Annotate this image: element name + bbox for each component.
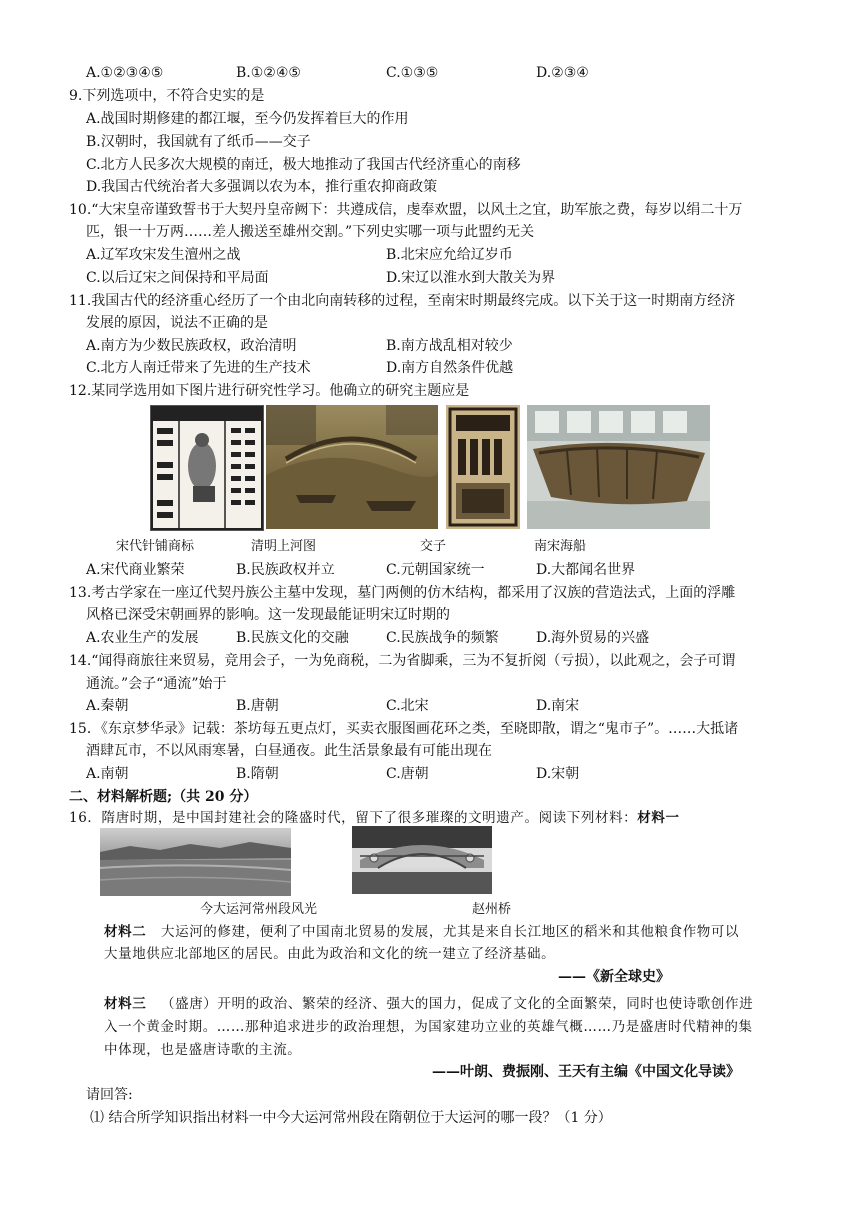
q10-option-a: A.辽军攻宋发生澶州之战 [86, 247, 241, 263]
q12-option-d: D.大都闻名世界 [536, 562, 636, 578]
q11-option-b: B.南方战乱相对较少 [386, 338, 513, 354]
q15-stem-line1: 15．《东京梦华录》记载：茶坊每五更点灯，买卖衣服图画花环之类，至晓即散，谓之“鬼市子”。……大抵诸 [69, 721, 739, 737]
q9-option-a: A.战国时期修建的都江堰，至今仍发挥着巨大的作用 [86, 111, 409, 127]
grand-canal-image [100, 828, 291, 896]
q10-option-b: B.北宋应允给辽岁币 [386, 247, 513, 263]
q13-stem-line2: 风格已深受宋朝画界的影响。这一发现最能证明宋辽时期的 [86, 607, 450, 623]
q15-option-b: B.隋朝 [236, 766, 279, 782]
material-3-label: 材料三 [104, 996, 147, 1012]
q14-stem-line2: 通流。”会子“通流”始于 [86, 676, 227, 692]
q13-option-d: D.海外贸易的兴盛 [536, 630, 650, 646]
q12-caption-3: 交子 [420, 539, 447, 554]
q16-stem-text: 16．隋唐时期，是中国封建社会的隆盛时代，留下了很多璀璨的文明遗产。阅读下列材料： [69, 810, 638, 826]
q11-option-d: D.南方自然条件优越 [386, 360, 514, 376]
q10-option-c: C.以后辽宋之间保持和平局面 [86, 270, 269, 286]
qingming-scroll-image [266, 405, 438, 529]
q13-stem-line1: 13.考古学家在一座辽代契丹族公主墓中发现，墓门两侧的仿木结构，都采用了汉族的营造法式，上面的浮雕 [69, 585, 736, 601]
q15-option-c: C.唐朝 [386, 766, 429, 782]
q15-option-d: D.宋朝 [536, 766, 580, 782]
material-3-source: ——叶朗、费振刚、王天有主编《中国文化导读》 [432, 1064, 740, 1080]
q16-stem [69, 808, 680, 828]
material-1-label: 材料一 [637, 810, 680, 826]
material-3-line1 [104, 994, 753, 1014]
material-3-line2: 入一个黄金时期。……那种追求进步的政治理想，为国家建功立业的英雄气概……乃是盛唐时代精神的集 [104, 1019, 753, 1035]
material-3-text-1: （盛唐）开明的政治、繁荣的经济、强大的国力，促成了文化的全面繁荣，同时也使诗歌创作进 [161, 996, 754, 1012]
q13-option-c: C.民族战争的频繁 [386, 630, 499, 646]
material-2-line1 [104, 922, 739, 942]
q16-sub-question-1: ⑴ 结合所学知识指出材料一中今大运河常州段在隋朝位于大运河的哪一段？（1 分） [90, 1110, 612, 1126]
section-2-title: 二、材料解析题;（共 20 分） [69, 789, 258, 805]
q10-option-d: D.宋辽以淮水到大散关为界 [386, 270, 556, 286]
material-2-source: ——《新全球史》 [558, 969, 670, 985]
jiaozi-note-image [446, 405, 520, 529]
q9-option-b: B.汉朝时，我国就有了纸币——交子 [86, 134, 311, 150]
material-2-line2: 大量地供应北部地区的居民。由此为政治和文化的统一建立了经济基础。 [104, 946, 556, 962]
q11-option-c: C.北方人南迁带来了先进的生产技术 [86, 360, 311, 376]
q9-stem: 9.下列选项中，不符合史实的是 [69, 88, 265, 104]
q8-option-c: C.①③⑤ [386, 65, 439, 81]
q12-caption-1: 宋代针铺商标 [116, 539, 195, 554]
q10-stem-line1: 10.“大宋皇帝谨致誓书于大契丹皇帝阙下：共遵成信，虔奉欢盟，以风土之宜，助军旅之费，每岁以绢二十万 [69, 202, 743, 218]
q11-option-a: A.南方为少数民族政权，政治清明 [86, 338, 297, 354]
q11-stem-line2: 发展的原因，说法不正确的是 [86, 315, 268, 331]
answer-prompt: 请回答: [86, 1087, 133, 1103]
q12-option-a: A.宋代商业繁荣 [86, 562, 185, 578]
q8-option-b: B.①②④⑤ [236, 65, 301, 81]
q14-option-c: C.北宋 [386, 698, 429, 714]
q15-stem-line2: 酒肆瓦市，不以风雨寒暑，白昼通夜。此生活景象最有可能出现在 [86, 743, 492, 759]
q8-option-d: D.②③④ [536, 65, 589, 81]
q12-option-b: B.民族政权并立 [236, 562, 335, 578]
q8-option-a: A.①②③④⑤ [86, 65, 164, 81]
q9-option-c: C.北方人民多次大规模的南迁，极大地推动了我国古代经济重心的南移 [86, 157, 521, 173]
q14-option-d: D.南宋 [536, 698, 580, 714]
q16-caption-2: 赵州桥 [472, 902, 512, 917]
q16-caption-1: 今大运河常州段风光 [200, 902, 318, 917]
q9-option-d: D.我国古代统治者大多强调以农为本，推行重农抑商政策 [86, 179, 438, 195]
q14-option-b: B.唐朝 [236, 698, 279, 714]
q15-option-a: A.南朝 [86, 766, 129, 782]
q13-option-b: B.民族文化的交融 [236, 630, 349, 646]
material-2-label: 材料二 [104, 924, 147, 940]
needle-shop-trademark-image [150, 405, 264, 531]
q13-option-a: A.农业生产的发展 [86, 630, 199, 646]
material-3-line3: 中体现，也是盛唐诗歌的主流。 [104, 1042, 302, 1058]
q12-caption-4: 南宋海船 [534, 539, 587, 554]
q14-stem-line1: 14.“闻得商旅往来贸易，竞用会子，一为免商税，二为省脚乘，三为不复折阅（亏损），以此观之，会子可谓 [69, 653, 736, 669]
q14-option-a: A.秦朝 [86, 698, 129, 714]
song-ship-image [527, 405, 710, 529]
q12-caption-2: 清明上河图 [251, 539, 317, 554]
q10-stem-line2: 匹，银一十万两……差人搬送至雄州交割。”下列史实哪一项与此盟约无关 [86, 224, 535, 240]
q12-stem: 12.某同学选用如下图片进行研究性学习。他确立的研究主题应是 [69, 383, 470, 399]
zhaozhou-bridge-image [352, 826, 492, 894]
material-2-text-1: 大运河的修建，便利了中国南北贸易的发展，尤其是来自长江地区的稻米和其他粮食作物可以 [161, 924, 740, 940]
q12-option-c: C.元朝国家统一 [386, 562, 485, 578]
q11-stem-line1: 11.我国古代的经济重心经历了一个由北向南转移的过程，至南宋时期最终完成。以下关于这一时期南方经济 [69, 293, 736, 309]
